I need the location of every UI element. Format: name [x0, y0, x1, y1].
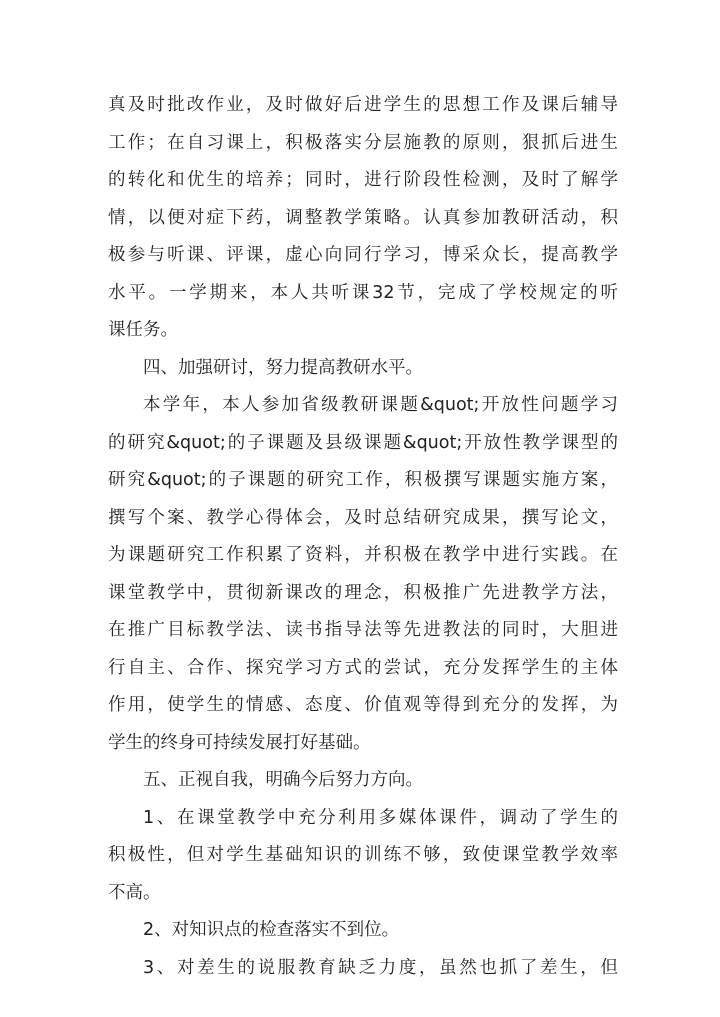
text-line: 1、在课堂教学中充分利用多媒体课件，调动了学生的: [143, 807, 618, 828]
text-line: 极参与听课、评课，虚心向同行学习，博采众长，提高教学: [108, 245, 618, 265]
text-line: 水平。一学期来，本人共听课32节，完成了学校规定的听: [108, 282, 618, 303]
text-line: 课任务。: [108, 320, 178, 340]
text-line: 研究&quot;的子课题的研究工作，积极撰写课题实施方案，: [108, 470, 618, 490]
text-line: 的转化和优生的培养；同时，进行阶段性检测，及时了解学: [108, 170, 618, 190]
text-line: 情，以便对症下药，调整教学策略。认真参加教研活动，积: [108, 207, 618, 228]
text-line: 撰写个案、教学心得体会，及时总结研究成果，撰写论文，: [108, 507, 618, 528]
text-line: 四、加强研讨，努力提高教研水平。: [143, 357, 423, 378]
text-line: 不高。: [108, 882, 161, 903]
text-line: 真及时批改作业，及时做好后进学生的思想工作及课后辅导: [108, 95, 618, 115]
text-line: 课堂教学中，贯彻新课改的理念，积极推广先进教学方法，: [108, 582, 618, 603]
text-line: 学生的终身可持续发展打好基础。: [108, 732, 371, 753]
text-line: 积极性，但对学生基础知识的训练不够，致使课堂教学效率: [108, 845, 618, 865]
text-line: 2、对知识点的检查落实不到位。: [143, 920, 400, 940]
text-line: 本学年，本人参加省级教研课题&quot;开放性问题学习: [143, 395, 618, 415]
text-line: 的研究&quot;的子课题及县级课题&quot;开放性教学课型的: [108, 432, 618, 453]
text-line: 行自主、合作、探究学习方式的尝试，充分发挥学生的主体: [108, 657, 618, 678]
text-line: 为课题研究工作积累了资料，并积极在教学中进行实践。在: [108, 545, 618, 565]
document-body: [108, 87, 618, 987]
text-line: 在推广目标教学法、读书指导法等先进教法的同时，大胆进: [108, 620, 618, 640]
text-line: 工作；在自习课上，积极落实分层施教的原则，狠抓后进生: [108, 132, 618, 153]
text-line: 3、对差生的说服教育缺乏力度，虽然也抓了差生，但: [143, 957, 618, 978]
text-line: 五、正视自我，明确今后努力方向。: [143, 770, 423, 790]
text-line: 作用，使学生的情感、态度、价值观等得到充分的发挥，为: [108, 695, 618, 715]
